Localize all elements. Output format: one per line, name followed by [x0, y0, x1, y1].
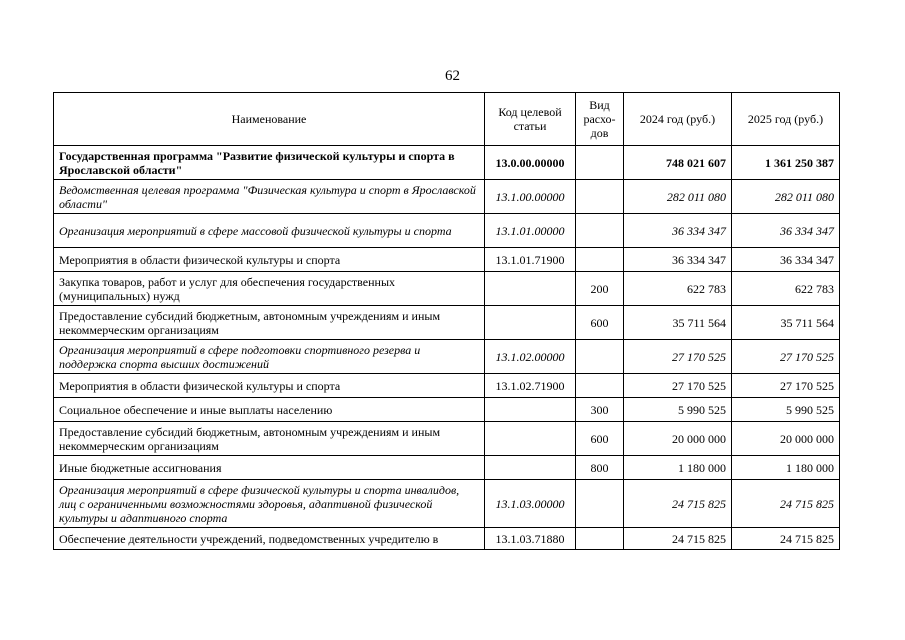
table-row [54, 422, 840, 456]
row-name: Организация мероприятий в сфере подготовки спортивного резерва и поддержка спорта высших достижений [54, 340, 485, 374]
row-code: 13.1.02.71900 [485, 374, 576, 398]
row-kind [576, 180, 624, 214]
row-kind: 600 [576, 422, 624, 456]
row-kind: 800 [576, 456, 624, 480]
row-name: Государственная программа "Развитие физической культуры и спорта в Ярославской области" [54, 146, 485, 180]
row-2024: 622 783 [624, 272, 732, 306]
header-code: Код целевой статьи [485, 93, 576, 146]
row-2025: 1 180 000 [732, 456, 840, 480]
row-name: Обеспечение деятельности учреждений, подведомственных учредителю в [54, 528, 485, 550]
row-kind: 200 [576, 272, 624, 306]
row-2024: 748 021 607 [624, 146, 732, 180]
row-2024: 27 170 525 [624, 374, 732, 398]
header-2025: 2025 год (руб.) [732, 93, 840, 146]
row-kind: 300 [576, 398, 624, 422]
row-2024: 24 715 825 [624, 480, 732, 528]
row-2024: 24 715 825 [624, 528, 732, 550]
row-kind: 600 [576, 306, 624, 340]
page-number: 62 [445, 68, 460, 84]
table-row [54, 306, 840, 340]
row-code [485, 422, 576, 456]
header-name: Наименование [54, 93, 485, 146]
row-kind [576, 146, 624, 180]
row-2025: 27 170 525 [732, 374, 840, 398]
table-row [54, 214, 840, 248]
row-code: 13.1.00.00000 [485, 180, 576, 214]
row-2025: 35 711 564 [732, 306, 840, 340]
row-2024: 282 011 080 [624, 180, 732, 214]
row-2025: 27 170 525 [732, 340, 840, 374]
row-2024: 36 334 347 [624, 214, 732, 248]
table-row [54, 272, 840, 306]
row-2025: 24 715 825 [732, 528, 840, 550]
row-kind [576, 528, 624, 550]
table-row [54, 528, 840, 550]
row-code: 13.1.03.71880 [485, 528, 576, 550]
row-kind [576, 374, 624, 398]
row-code [485, 456, 576, 480]
row-kind [576, 248, 624, 272]
row-kind [576, 214, 624, 248]
row-2025: 36 334 347 [732, 214, 840, 248]
row-name: Ведомственная целевая программа "Физическая культура и спорт в Ярославской области" [54, 180, 485, 214]
row-2025: 36 334 347 [732, 248, 840, 272]
row-code: 13.1.01.00000 [485, 214, 576, 248]
row-kind [576, 340, 624, 374]
table-row [54, 146, 840, 180]
row-2025: 622 783 [732, 272, 840, 306]
row-name: Иные бюджетные ассигнования [54, 456, 485, 480]
row-code [485, 306, 576, 340]
row-code [485, 398, 576, 422]
row-2024: 20 000 000 [624, 422, 732, 456]
row-2025: 5 990 525 [732, 398, 840, 422]
row-2024: 36 334 347 [624, 248, 732, 272]
row-name: Предоставление субсидий бюджетным, автономным учреждениям и иным некоммерческим организациям [54, 422, 485, 456]
table-row [54, 456, 840, 480]
row-name: Социальное обеспечение и иные выплаты населению [54, 398, 485, 422]
row-code: 13.1.02.00000 [485, 340, 576, 374]
table-row [54, 374, 840, 398]
row-2024: 1 180 000 [624, 456, 732, 480]
row-name: Предоставление субсидий бюджетным, автономным учреждениям и иным некоммерческим организациям [54, 306, 485, 340]
row-code: 13.1.03.00000 [485, 480, 576, 528]
row-name: Закупка товаров, работ и услуг для обеспечения государственных (муниципальных) нужд [54, 272, 485, 306]
budget-table [53, 92, 840, 550]
row-kind [576, 480, 624, 528]
table-row [54, 480, 840, 528]
row-2025: 24 715 825 [732, 480, 840, 528]
row-name: Организация мероприятий в сфере массовой физической культуры и спорта [54, 214, 485, 248]
row-2024: 27 170 525 [624, 340, 732, 374]
table-header-row [54, 93, 840, 146]
table-row [54, 180, 840, 214]
row-name: Мероприятия в области физической культуры и спорта [54, 248, 485, 272]
table-row [54, 398, 840, 422]
row-2025: 20 000 000 [732, 422, 840, 456]
row-code: 13.1.01.71900 [485, 248, 576, 272]
row-name: Мероприятия в области физической культуры и спорта [54, 374, 485, 398]
table-row [54, 340, 840, 374]
header-2024: 2024 год (руб.) [624, 93, 732, 146]
row-code [485, 272, 576, 306]
row-code: 13.0.00.00000 [485, 146, 576, 180]
row-2025: 282 011 080 [732, 180, 840, 214]
header-kind: Вид расхо-дов [576, 93, 624, 146]
row-2024: 5 990 525 [624, 398, 732, 422]
table-row [54, 248, 840, 272]
row-2025: 1 361 250 387 [732, 146, 840, 180]
row-2024: 35 711 564 [624, 306, 732, 340]
row-name: Организация мероприятий в сфере физической культуры и спорта инвалидов, лиц с ограниченными возможностями здоровья, адаптивной физической культуры и адаптивного спорта [54, 480, 485, 528]
